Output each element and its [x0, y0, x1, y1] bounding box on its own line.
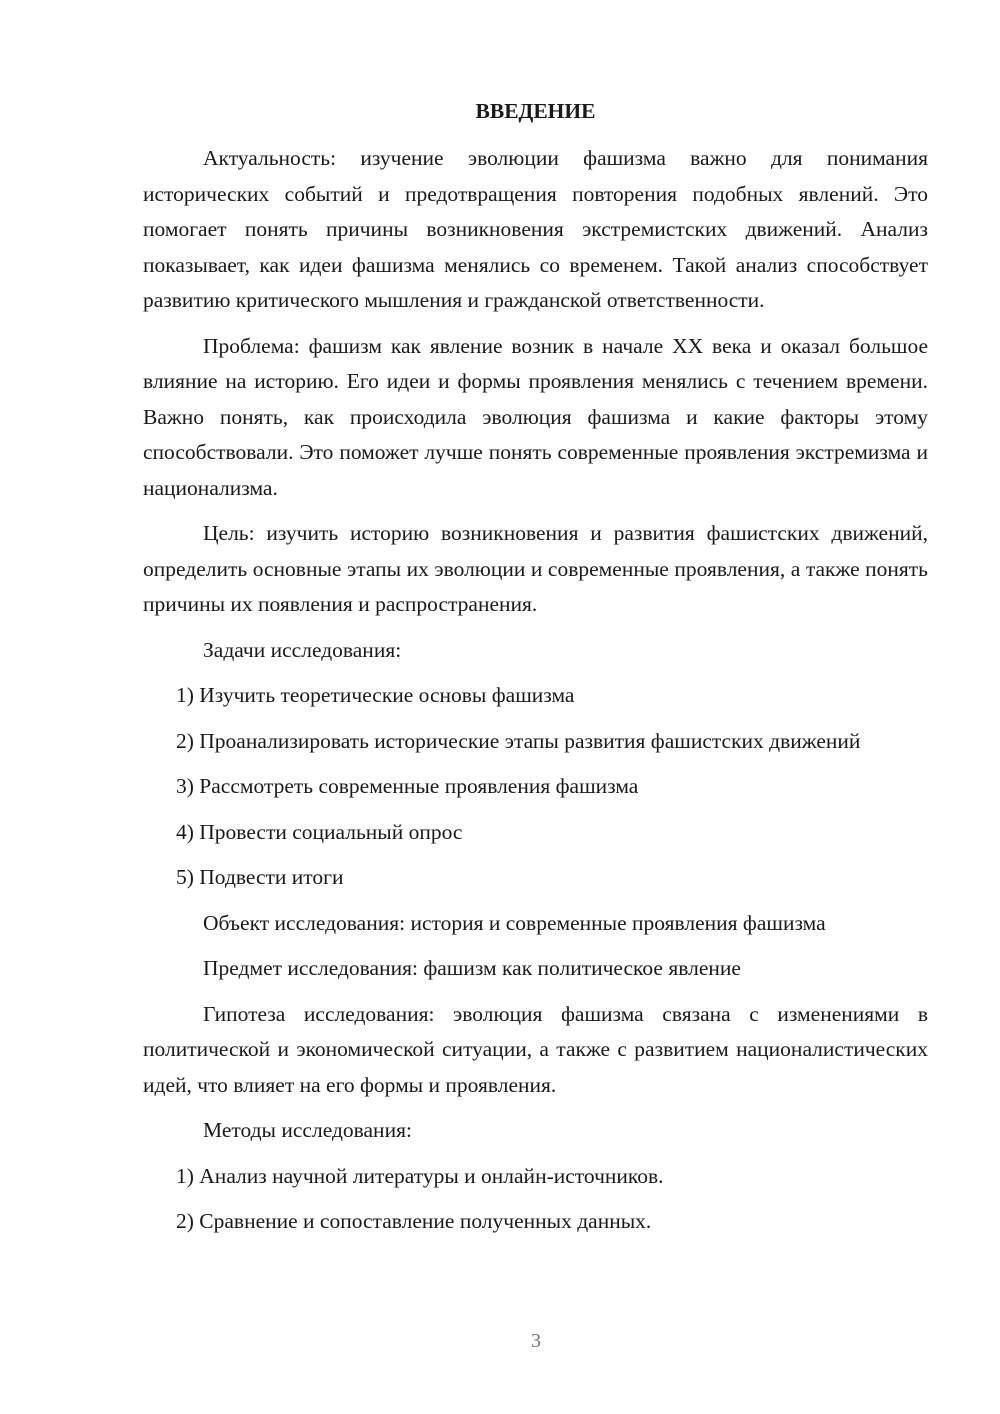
task-item: 4) Провести социальный опрос	[176, 819, 463, 844]
task-item: 3) Рассмотреть современные проявления фашизма	[176, 774, 639, 798]
tasks-heading: Задачи исследования:	[203, 637, 402, 662]
task-item: 1) Изучить теоретические основы фашизма	[176, 683, 575, 707]
research-object: Объект исследования: история и современные проявления фашизма	[203, 910, 826, 935]
goal-paragraph: Цель: изучить историю возникновения и развития фашистских движений, определить основные этапы их эволюции и современные проявления, а также понять причины их появления и распространения.	[143, 521, 928, 616]
method-item: 1) Анализ научной литературы и онлайн-источников.	[176, 1163, 664, 1188]
problem-paragraph: Проблема: фашизм как явление возник в начале XX века и оказал большое влияние на историю. Его идеи и формы проявления менялись с течением времени. Важно понять, как происходила эволюция фашизма и какие факторы этому способствовали. Это поможет лучше понять современные проявления экстремизма и национализма.	[143, 333, 928, 500]
task-item: 5) Подвести итоги	[176, 865, 344, 889]
task-item: 2) Проанализировать исторические этапы развития фашистских движений	[176, 728, 861, 753]
page-number: 3	[531, 1330, 541, 1352]
methods-heading: Методы исследования:	[203, 1118, 412, 1142]
research-subject: Предмет исследования: фашизм как политическое явление	[203, 956, 741, 980]
hypothesis-paragraph: Гипотеза исследования: эволюция фашизма связана с изменениями в политической и экономической ситуации, а также с развитием националистических идей, что влияет на его формы и проявления.	[143, 1001, 928, 1097]
method-item: 2) Сравнение и сопоставление полученных данных.	[176, 1209, 652, 1233]
page-content	[143, 94, 928, 1250]
section-title: ВВЕДЕНИЕ	[475, 99, 596, 123]
relevance-paragraph: Актуальность: изучение эволюции фашизма важно для понимания исторических событий и предотвращения повторения подобных явлений. Это помогает понять причины возникновения экстремистских движений. Анализ показывает, как идеи фашизма менялись со временем. Такой анализ способствует развитию критического мышления и гражданской ответственности.	[143, 146, 928, 312]
